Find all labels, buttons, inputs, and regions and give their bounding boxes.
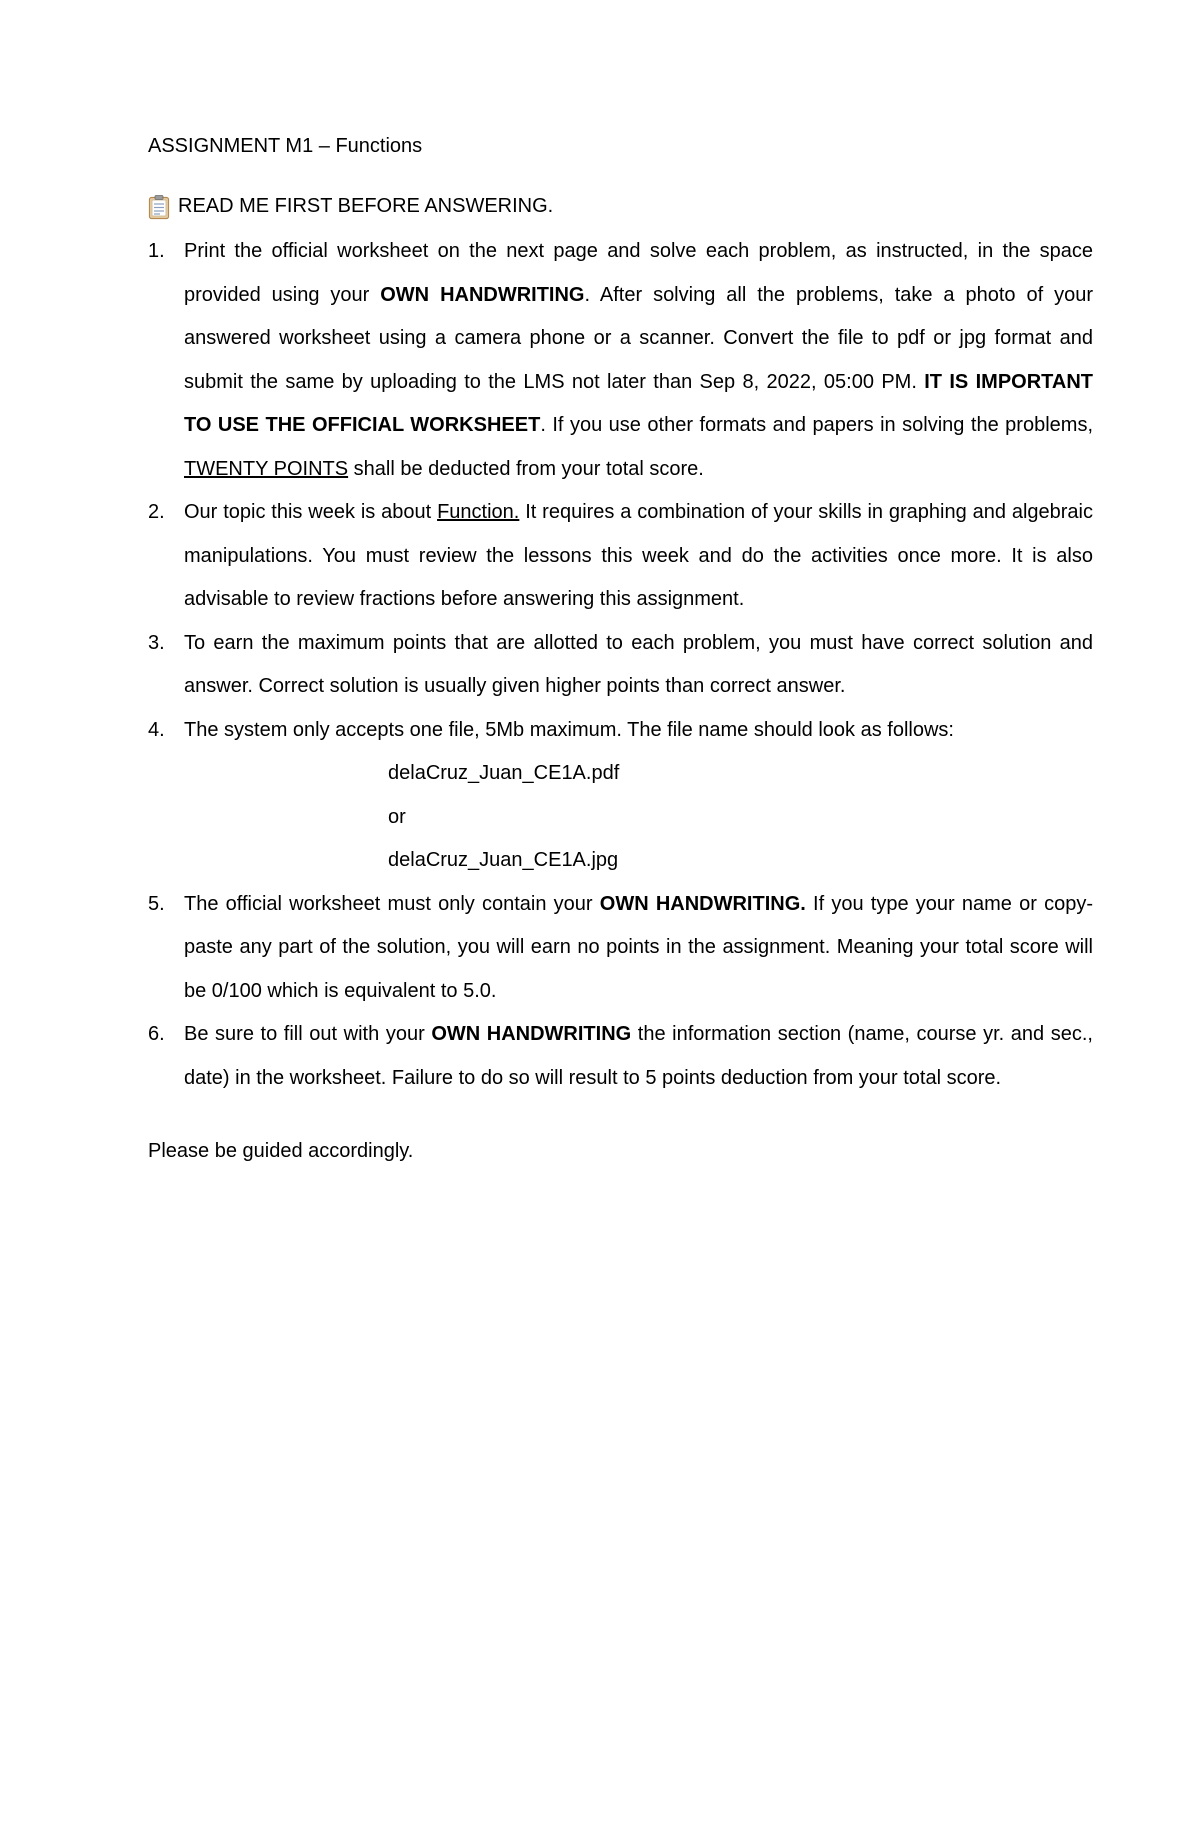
- item-text-part: The official worksheet must only contain your: [184, 892, 600, 915]
- item-text-part: It requires a combination of your skills in graphing and algebraic manipulations. You must review the lessons this week and do the activities once more. It is also advisable to review fractions before answering this assignment.: [184, 501, 1093, 610]
- item-text-part: . If you use other formats and papers in solving the problems,: [540, 414, 1093, 436]
- instruction-item: [148, 491, 1093, 622]
- instruction-item: [148, 709, 1093, 883]
- instruction-item: [148, 230, 1093, 491]
- item-number: 1.: [148, 240, 165, 262]
- filename-example: delaCruz_Juan_CE1A.pdf: [388, 762, 620, 784]
- filename-example: delaCruz_Juan_CE1A.jpg: [388, 849, 619, 871]
- instruction-item: [148, 622, 1093, 709]
- emphasis-text: IT IS IMPORTANT TO USE THE OFFICIAL WORKSHEET: [184, 370, 1093, 436]
- item-text: [184, 719, 954, 741]
- emphasis-text: OWN HANDWRITING: [431, 1023, 632, 1045]
- clipboard-icon: [148, 193, 170, 219]
- assignment-title: ASSIGNMENT M1 – Functions: [148, 135, 423, 157]
- underlined-text: TWENTY POINTS: [184, 457, 349, 480]
- filename-example: or: [388, 805, 406, 828]
- item-text-part: the information section (name, course yr. and sec., date) in the worksheet. Failure to do so will result to 5 points deduction from your total score.: [184, 1023, 1093, 1089]
- readme-heading: [148, 185, 1093, 229]
- closing-note: Please be guided accordingly.: [148, 1140, 414, 1162]
- item-number: 2.: [148, 501, 165, 523]
- instruction-item: [148, 1013, 1093, 1100]
- item-text-part: . After solving all the problems, take a photo of your answered worksheet using a camera phone or a scanner. Convert the file to pdf or jpg format and submit the same by uploading to the LMS not later than Sep 8, 2022, 05:00 PM.: [184, 283, 1094, 393]
- item-text-part: shall be deducted from your total score.: [348, 457, 704, 480]
- item-text: [184, 632, 1093, 698]
- item-text-part: Print the official worksheet on the next page and solve each problem, as instructed, in the space provided using your: [184, 240, 1093, 306]
- emphasis-text: OWN HANDWRITING: [380, 283, 585, 306]
- instruction-list: [148, 230, 1093, 1100]
- item-text-part: Be sure to fill out with your: [184, 1023, 432, 1045]
- item-number: 3.: [148, 631, 165, 654]
- item-number: 5.: [148, 892, 165, 915]
- item-number: 4.: [148, 718, 165, 741]
- item-text: [184, 893, 1093, 1002]
- item-text: [184, 240, 1093, 480]
- document-content: [148, 125, 1093, 1174]
- item-text-part: If you type your name or copy-paste any part of the solution, you will earn no points in the assignment. Meaning your total score will be 0/100 which is equivalent to 5.0.: [184, 892, 1093, 1002]
- instruction-item: [148, 883, 1093, 1014]
- item-text: [184, 501, 1093, 610]
- filename-examples: [184, 752, 1093, 883]
- emphasis-text: OWN HANDWRITING.: [599, 892, 806, 915]
- underlined-text: Function.: [437, 501, 520, 523]
- readme-text: READ ME FIRST BEFORE ANSWERING.: [178, 194, 554, 217]
- item-number: 6.: [148, 1023, 165, 1045]
- item-text: [184, 1023, 1093, 1089]
- item-text-part: Our topic this week is about: [184, 501, 438, 523]
- item-text-part: The system only accepts one file, 5Mb maximum. The file name should look as follows:: [184, 718, 954, 741]
- item-text-part: To earn the maximum points that are allotted to each problem, you must have correct solution and answer. Correct solution is usually given higher points than correct answer.: [184, 631, 1093, 697]
